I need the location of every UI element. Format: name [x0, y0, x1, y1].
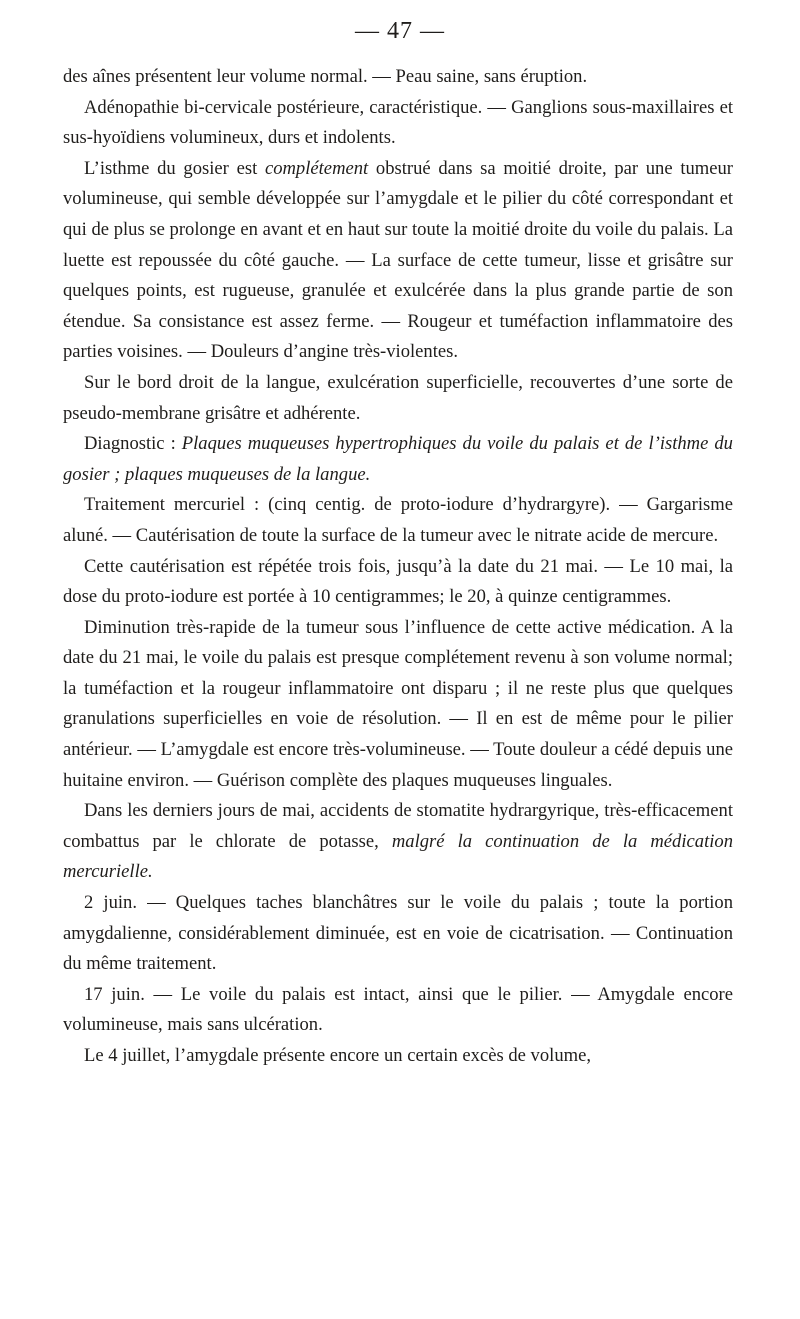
page-number: — 47 — — [355, 18, 445, 44]
paragraph-3 — [63, 154, 733, 368]
paragraph-4: Sur le bord droit de la langue, exulcération superficielle, recouvertes d’une sorte de pseudo-membrane grisâtre et adhérente. — [63, 371, 733, 424]
paragraph-2: Adénopathie bi-cervicale postérieure, caractéristique. — Ganglions sous-maxillaires et sus-hyoïdiens volumineux, durs et indolents. — [63, 96, 733, 149]
diagnostic-label: Diagnostic : — [84, 433, 182, 455]
paragraph-6: Traitement mercuriel : (cinq centig. de proto-iodure d’hydrargyre). — Gargarisme aluné. — Cautérisation de toute la surface de la tumeur avec le nitrate acide de mercure. — [63, 494, 733, 546]
paragraph-9 — [63, 796, 733, 888]
paragraph-11: 17 juin. — Le voile du palais est intact, ainsi que le pilier. — Amygdale encore volumineuse, mais sans ulcération. — [63, 983, 733, 1036]
paragraph-9-emphasis: malgré la continuation de la médication mercurielle. — [63, 830, 733, 883]
paragraph-12: Le 4 juillet, l’amygdale présente encore un certain excès de volume, — [84, 1045, 591, 1066]
paragraph-1: des aînes présentent leur volume normal. — Peau saine, sans éruption. — [63, 66, 588, 87]
paragraph-3-emphasis: complétement — [264, 157, 369, 179]
paragraph-8: Diminution très-rapide de la tumeur sous l’influence de cette active médication. A la date du 21 mai, le voile du palais est presque complétement revenu à son volume normal; la tuméfaction et la rougeur inflammatoire ont disparu ; il ne reste plus que quelques granulations superficielles en voie de résolution. — Il en est de même pour le pilier antérieur. — L’amygdale est encore très-volumineuse. — Toute douleur a cédé depuis une huitaine environ. — Guérison complète des plaques muqueuses linguales. — [63, 616, 733, 791]
paragraph-3-text-after: obstrué dans sa moitié droite, par une tumeur volumineuse, qui semble développée sur l’amygdale et le pilier du côté correspondant et qui de plus se prolonge en avant et en haut sur toute la moitié droite du voile du palais. La luette est repoussée du côté gauche. — La surface de cette tumeur, lisse et grisâtre sur quelques points, est rugueuse, granulée et exulcérée dans la plus grande partie de son étendue. Sa consistance est assez ferme. — Rougeur et tuméfaction inflammatoire des parties voisines. — Douleurs d’angine très-violentes. — [63, 157, 733, 363]
body-text — [63, 62, 733, 1072]
paragraph-10: 2 juin. — Quelques taches blanchâtres sur le voile du palais ; toute la portion amygdalienne, considérablement diminuée, est en voie de cicatrisation. — Continuation du même traitement. — [63, 892, 733, 975]
paragraph-7: Cette cautérisation est répétée trois fois, jusqu’à la date du 21 mai. — Le 10 mai, la dose du proto-iodure est portée à 10 centigrammes; le 20, à quinze centigrammes. — [63, 555, 733, 608]
paragraph-3-text-before: L’isthme du gosier est — [84, 157, 265, 179]
paragraph-9-text-before: Dans les derniers jours de mai, accidents de stomatite hydrargyrique, très-efficacement combattus par le chlorate de potasse, — [63, 800, 733, 852]
diagnostic-text: Plaques muqueuses hypertrophiques du voile du palais et de l’isthme du gosier ; plaques muqueuses de la langue. — [63, 433, 733, 485]
paragraph-diagnostic — [63, 429, 733, 490]
